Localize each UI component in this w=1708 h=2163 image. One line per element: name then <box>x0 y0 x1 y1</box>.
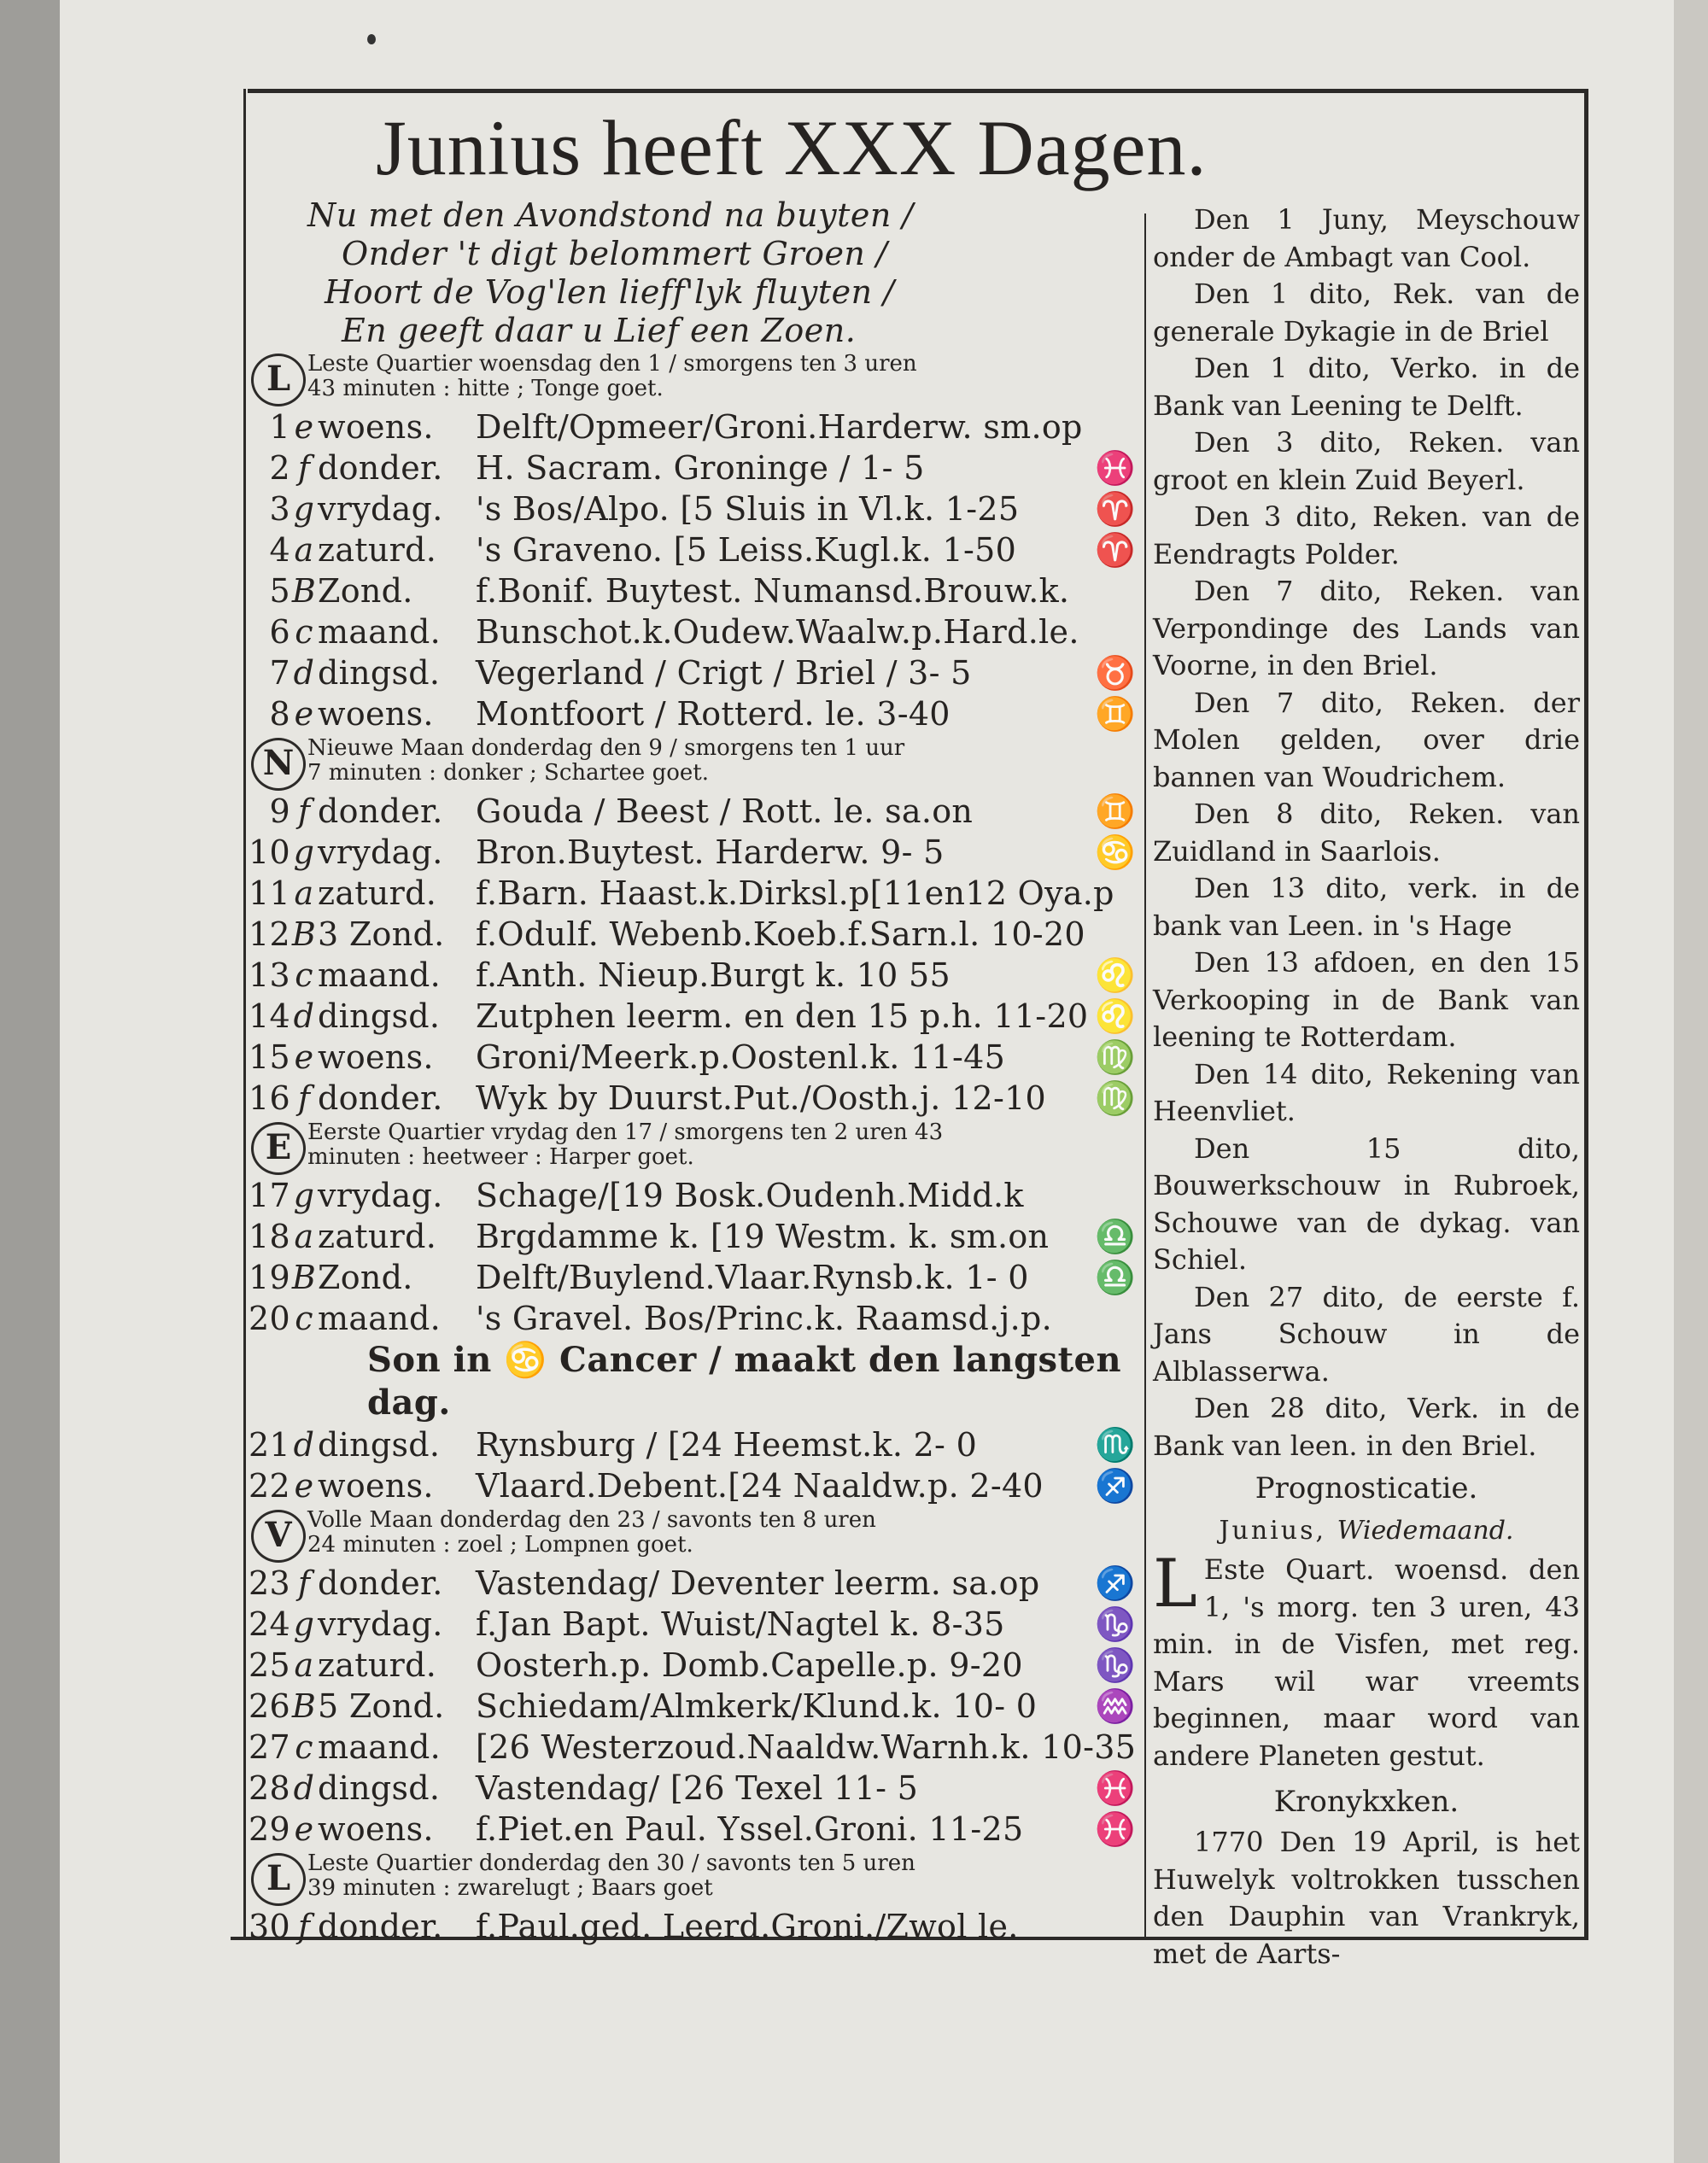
day-events: 's Graveno. [5 Leiss.Kugl.k. 1-50 <box>476 531 1017 569</box>
weekday: dingsd. <box>318 654 441 692</box>
zodiac-sign: ♑ <box>1095 1605 1136 1643</box>
dominical-letter: d <box>293 1769 315 1807</box>
day-number: 27 <box>249 1728 290 1766</box>
note-entry: Den 8 dito, Reken. van Zuidland in Saarlois. <box>1153 798 1580 868</box>
phase-line: 7 minuten : donker ; Schartee goet. <box>307 760 709 786</box>
dominical-letter: c <box>295 1728 313 1766</box>
calendar-day-row <box>248 1645 1143 1686</box>
weekday: dingsd. <box>318 997 441 1035</box>
weekday: maand. <box>318 613 442 651</box>
day-events: Bron.Buytest. Harderw. 9- 5 <box>476 833 945 871</box>
weekday: maand. <box>318 1300 442 1337</box>
day-number: 5 <box>269 572 290 610</box>
day-events: Vastendag/ Deventer leerm. sa.op <box>476 1564 1040 1602</box>
weekday: donder. <box>318 792 443 830</box>
calendar-day-row <box>248 1424 1143 1465</box>
day-number: 19 <box>249 1259 290 1296</box>
chronicle-heading: Kronykxken. <box>1273 1785 1459 1819</box>
day-events: Schiedam/Almkerk/Klund.k. 10- 0 <box>476 1687 1038 1725</box>
dominical-letter: d <box>293 1426 315 1464</box>
day-events: f.Anth. Nieup.Burgt k. 10 55 <box>476 956 951 994</box>
calendar-day-row <box>248 1216 1143 1257</box>
dominical-letter: e <box>294 1467 314 1505</box>
calendar-day-row <box>248 873 1143 914</box>
dominical-letter: g <box>293 1177 315 1214</box>
day-number: 3 <box>269 490 290 528</box>
calendar-day-row <box>248 1768 1143 1809</box>
day-events: Delft/Buylend.Vlaar.Rynsb.k. 1- 0 <box>476 1259 1029 1296</box>
note-entry: Den 1 Juny, Meyschouw onder de Ambagt van Cool. <box>1153 203 1580 273</box>
day-events: Vastendag/ [26 Texel 11- 5 <box>476 1769 919 1807</box>
prognostication-text <box>1153 1546 1580 1774</box>
weekday: dingsd. <box>318 1769 441 1807</box>
dominical-letter: d <box>293 997 315 1035</box>
calendar-day-row <box>248 791 1143 832</box>
zodiac-sign: ♎ <box>1095 1218 1136 1255</box>
zodiac-sign: ♑ <box>1095 1646 1136 1684</box>
chronicle-text: 1770 Den 19 April, is het Huwelyk voltrokken tusschen den Dauphin van Vrankryk, met de Aarts- <box>1153 1826 1580 1970</box>
column-divider <box>1144 213 1146 1937</box>
calendar-day-row <box>248 488 1143 529</box>
phase-line: 43 minuten : hitte ; Tonge goet. <box>307 376 664 401</box>
day-number: 4 <box>269 531 290 569</box>
day-number: 13 <box>249 956 290 994</box>
day-number: 14 <box>249 997 290 1035</box>
calendar-day-row <box>248 996 1143 1037</box>
day-events: f.Odulf. Webenb.Koeb.f.Sarn.l. 10-20 <box>476 915 1085 953</box>
dominical-letter: g <box>293 1605 315 1643</box>
day-number: 16 <box>249 1079 290 1117</box>
calendar-day-row <box>248 955 1143 996</box>
day-events: 's Bos/Alpo. [5 Sluis in Vl.k. 1-25 <box>476 490 1020 528</box>
calendar-day-row <box>248 447 1143 488</box>
calendar-column <box>248 350 1143 1947</box>
day-number: 7 <box>269 654 290 692</box>
poem-line: Onder 't digt belommert Groen / <box>342 235 888 272</box>
page-title: Junius heeft XXX Dagen. <box>376 104 1208 191</box>
weekday: woens. <box>318 1467 434 1505</box>
note-entry: Den 1 dito, Rek. van de generale Dykagie in de Briel <box>1153 278 1580 348</box>
weekday: vrydag. <box>318 833 443 871</box>
calendar-day-row <box>248 1563 1143 1604</box>
weekday: zaturd. <box>318 1218 437 1255</box>
notes-column <box>1153 202 1580 1973</box>
day-events: Gouda / Beest / Rott. le. sa.on <box>476 792 974 830</box>
calendar-day-row <box>248 1686 1143 1727</box>
zodiac-sign: ♐ <box>1095 1564 1136 1602</box>
calendar-day-row <box>248 570 1143 611</box>
poem-line: Nu met den Avondstond na buyten / <box>307 196 914 234</box>
weekday: vrydag. <box>318 1177 443 1214</box>
phase-initial: E <box>251 1122 306 1175</box>
phase-line: Nieuwe Maan donderdag den 9 / smorgens ten 1 uur <box>307 735 905 761</box>
calendar-day-row <box>248 406 1143 447</box>
dominical-letter: a <box>294 1218 314 1255</box>
poem-line: Hoort de Vog'len lieff'lyk fluyten / <box>325 273 895 311</box>
zodiac-sign: ♐ <box>1095 1467 1136 1505</box>
day-number: 21 <box>249 1426 290 1464</box>
note-entry: Den 3 dito, Reken. van groot en klein Zuid Beyerl. <box>1153 426 1580 496</box>
dominical-letter: g <box>293 490 315 528</box>
zodiac-sign: ♓ <box>1095 1810 1136 1848</box>
weekday: woens. <box>318 1810 434 1848</box>
dominical-letter: f <box>297 1908 311 1945</box>
calendar-day-row <box>248 1257 1143 1298</box>
note-entry: Den 15 dito, Bouwerkschouw in Rubroek, Schouwe van de dykag. van Schiel. <box>1153 1131 1580 1276</box>
day-events: Wyk by Duurst.Put./Oosth.j. 12-10 <box>476 1079 1047 1117</box>
weekday: donder. <box>318 1564 443 1602</box>
poem-line: En geeft daar u Lief een Zoen. <box>342 312 857 349</box>
prognostication-heading: Prognosticatie. <box>1255 1471 1478 1505</box>
note-entry: Den 28 dito, Verk. in de Bank van leen. in den Briel. <box>1153 1392 1580 1462</box>
day-number: 8 <box>269 695 290 733</box>
dominical-letter: d <box>293 654 315 692</box>
month-name-line <box>1153 1511 1580 1552</box>
calendar-day-row <box>248 529 1143 570</box>
calendar-day-row <box>248 1175 1143 1216</box>
dominical-letter: c <box>295 613 313 651</box>
dominical-letter: a <box>294 1646 314 1684</box>
zodiac-sign: ♋ <box>1095 833 1136 871</box>
day-events: Schage/[19 Bosk.Oudenh.Midd.k <box>476 1177 1024 1214</box>
day-number: 1 <box>269 408 290 446</box>
phase-line: 39 minuten : zwarelugt ; Baars goet <box>307 1875 713 1901</box>
moon-phase-first-quarter <box>248 1120 1143 1170</box>
zodiac-sign: ♍ <box>1095 1079 1136 1117</box>
day-number: 25 <box>249 1646 290 1684</box>
phase-initial: L <box>251 354 306 406</box>
day-number: 11 <box>249 874 290 912</box>
frame-top-rule <box>248 89 1587 93</box>
calendar-day-row <box>248 1298 1143 1339</box>
zodiac-sign: ♊ <box>1095 792 1136 830</box>
day-events: Brgdamme k. [19 Westm. k. sm.on <box>476 1218 1050 1255</box>
weekday: woens. <box>318 695 434 733</box>
page-edge <box>1674 0 1708 2163</box>
frame-left-rule <box>243 89 246 1940</box>
calendar-day-row <box>248 1809 1143 1850</box>
zodiac-sign: ♓ <box>1095 1769 1136 1807</box>
calendar-day-row <box>248 1078 1143 1119</box>
dominical-letter: g <box>293 833 315 871</box>
zodiac-sign: ♏ <box>1095 1426 1136 1464</box>
day-events: Delft/Opmeer/Groni.Harderw. sm.op <box>476 408 1083 446</box>
dominical-letter: f <box>297 449 311 487</box>
phase-line: Volle Maan donderdag den 23 / savonts ten 8 uren <box>307 1507 876 1533</box>
phase-line: minuten : heetweer : Harper goet. <box>307 1144 694 1170</box>
day-number: 22 <box>249 1467 290 1505</box>
moon-phase-last-quarter <box>248 352 1143 401</box>
month-name: Junius, <box>1219 1516 1327 1546</box>
calendar-day-row <box>248 832 1143 873</box>
day-events: Bunschot.k.Oudew.Waalw.p.Hard.le. <box>476 613 1079 651</box>
day-number: 24 <box>249 1605 290 1643</box>
day-events: Vegerland / Crigt / Briel / 3- 5 <box>476 654 972 692</box>
page-gutter <box>0 0 60 2163</box>
day-events: f.Paul.ged. Leerd.Groni./Zwol le. <box>476 1908 1019 1945</box>
calendar-day-row <box>248 1037 1143 1078</box>
dominical-letter: e <box>294 1810 314 1848</box>
zodiac-sign: ♓ <box>1095 449 1136 487</box>
day-events: Zutphen leerm. en den 15 p.h. 11-20 <box>476 997 1089 1035</box>
weekday: Zond. <box>318 1259 413 1296</box>
weekday: Zond. <box>318 572 413 610</box>
day-number: 15 <box>249 1038 290 1076</box>
weekday: dingsd. <box>318 1426 441 1464</box>
note-entry: Den 27 dito, de eerste f. Jans Schouw in de Alblasserwa. <box>1153 1280 1580 1388</box>
weekday: vrydag. <box>318 1605 443 1643</box>
phase-line: Eerste Quartier vrydag den 17 / smorgens ten 2 uren 43 <box>307 1119 944 1145</box>
weekday: woens. <box>318 408 434 446</box>
calendar-day-row <box>248 611 1143 652</box>
calendar-day-row <box>248 693 1143 734</box>
phase-initial: L <box>251 1853 306 1906</box>
day-events: Vlaard.Debent.[24 Naaldw.p. 2-40 <box>476 1467 1044 1505</box>
dominical-letter: c <box>295 1300 313 1337</box>
day-number: 6 <box>269 613 290 651</box>
zodiac-sign: ♒ <box>1095 1687 1136 1725</box>
calendar-day-row <box>248 652 1143 693</box>
weekday: zaturd. <box>318 1646 437 1684</box>
dominical-letter: f <box>297 1564 311 1602</box>
moon-phase-new-moon <box>248 736 1143 786</box>
dominical-letter: a <box>294 531 314 569</box>
day-number: 10 <box>249 833 290 871</box>
dominical-letter: e <box>294 695 314 733</box>
calendar-day-row <box>248 1604 1143 1645</box>
day-events: [26 Westerzoud.Naaldw.Warnh.k. 10-35 <box>476 1728 1137 1766</box>
zodiac-sign: ♌ <box>1095 956 1136 994</box>
day-events: H. Sacram. Groninge / 1- 5 <box>476 449 925 487</box>
day-events: Oosterh.p. Domb.Capelle.p. 9-20 <box>476 1646 1023 1684</box>
day-number: 23 <box>249 1564 290 1602</box>
weekday: donder. <box>318 1908 443 1945</box>
day-number: 2 <box>269 449 290 487</box>
calendar-day-row <box>248 1465 1143 1506</box>
day-number: 20 <box>249 1300 290 1337</box>
day-events: Groni/Meerk.p.Oostenl.k. 11-45 <box>476 1038 1006 1076</box>
dominical-letter: f <box>297 792 311 830</box>
weekday: 3 Zond. <box>318 915 445 953</box>
dominical-letter: f <box>297 1079 311 1117</box>
weekday: 5 Zond. <box>318 1687 445 1725</box>
zodiac-sign: ♈ <box>1095 531 1136 569</box>
weekday: zaturd. <box>318 874 437 912</box>
dominical-letter: e <box>294 408 314 446</box>
day-events: f.Barn. Haast.k.Dirksl.p[11en12 Oya.p <box>476 874 1114 912</box>
dominical-letter: B <box>291 1687 317 1725</box>
day-number: 30 <box>249 1908 290 1945</box>
day-number: 26 <box>249 1687 290 1725</box>
day-events: f.Piet.en Paul. Yssel.Groni. 11-25 <box>476 1810 1024 1848</box>
weekday: vrydag. <box>318 490 443 528</box>
phase-initial: N <box>251 738 306 791</box>
note-entry: Den 14 dito, Rekening van Heenvliet. <box>1153 1057 1580 1127</box>
notes-list <box>1153 202 1580 1464</box>
dominical-letter: e <box>294 1038 314 1076</box>
weekday: maand. <box>318 956 442 994</box>
note-entry: Den 13 afdoen, en den 15 Verkooping in de Bank van leening te Rotterdam. <box>1153 946 1580 1053</box>
weekday: woens. <box>318 1038 434 1076</box>
note-entry: Den 1 dito, Verko. in de Bank van Leening te Delft. <box>1153 352 1580 422</box>
zodiac-sign: ♌ <box>1095 997 1136 1035</box>
calendar-day-row <box>248 1906 1143 1947</box>
zodiac-sign: ♉ <box>1095 654 1136 692</box>
zodiac-sign: ♍ <box>1095 1038 1136 1076</box>
note-entry: Den 7 dito, Reken. van Verpondinge des Lands van Voorne, in den Briel. <box>1153 575 1580 681</box>
dominical-letter: a <box>294 874 314 912</box>
phase-line: Leste Quartier donderdag den 30 / savonts ten 5 uren <box>307 1850 915 1876</box>
phase-line: 24 minuten : zoel ; Lompnen goet. <box>307 1532 693 1558</box>
dominical-letter: B <box>291 915 317 953</box>
weekday: donder. <box>318 1079 443 1117</box>
day-number: 9 <box>269 792 290 830</box>
drop-cap: L <box>1153 1546 1197 1622</box>
moon-phase-last-quarter-2 <box>248 1851 1143 1901</box>
prognostication-body: Este Quart. woensd. den 1, 's morg. ten 3 uren, 43 min. in de Visfen, met reg. Mars wil war vreemts beginnen, maar word van andere Planeten gestut. <box>1153 1553 1580 1772</box>
poem <box>307 196 1136 350</box>
note-entry: Den 13 dito, verk. in de bank van Leen. in 's Hage <box>1153 872 1580 942</box>
day-events: Rynsburg / [24 Heemst.k. 2- 0 <box>476 1426 978 1464</box>
day-events: 's Gravel. Bos/Princ.k. Raamsd.j.p. <box>476 1300 1052 1337</box>
moon-phase-full-moon <box>248 1508 1143 1558</box>
weekday: zaturd. <box>318 531 437 569</box>
day-number: 17 <box>249 1177 290 1214</box>
calendar-day-row <box>248 914 1143 955</box>
day-number: 12 <box>249 915 290 953</box>
day-events: Montfoort / Rotterd. le. 3-40 <box>476 695 951 733</box>
frame-right-rule <box>1584 89 1588 1940</box>
phase-line: Leste Quartier woensdag den 1 / smorgens ten 3 uren <box>307 351 917 377</box>
note-entry: Den 3 dito, Reken. van de Eendragts Polder. <box>1153 500 1580 570</box>
day-events: f.Jan Bapt. Wuist/Nagtel k. 8-35 <box>476 1605 1005 1643</box>
weekday: maand. <box>318 1728 442 1766</box>
zodiac-sign: ♊ <box>1095 695 1136 733</box>
phase-initial: V <box>251 1510 306 1563</box>
day-number: 29 <box>249 1810 290 1848</box>
zodiac-sign: ♈ <box>1095 490 1136 528</box>
day-number: 18 <box>249 1218 290 1255</box>
day-events: f.Bonif. Buytest. Numansd.Brouw.k. <box>476 572 1070 610</box>
weekday: donder. <box>318 449 443 487</box>
dominical-letter: B <box>291 572 317 610</box>
zodiac-sign: ♎ <box>1095 1259 1136 1296</box>
calendar-day-row <box>248 1727 1143 1768</box>
ink-spot <box>367 34 376 44</box>
dominical-letter: B <box>291 1259 317 1296</box>
day-number: 28 <box>249 1769 290 1807</box>
note-entry: Den 7 dito, Reken. der Molen gelden, over drie bannen van Woudrichem. <box>1153 686 1580 793</box>
dominical-letter: c <box>295 956 313 994</box>
sun-in-cancer-banner: Son in ♋ Cancer / maakt den langsten dag. <box>367 1340 1122 1423</box>
month-alias: Wiedemaand. <box>1337 1516 1514 1546</box>
